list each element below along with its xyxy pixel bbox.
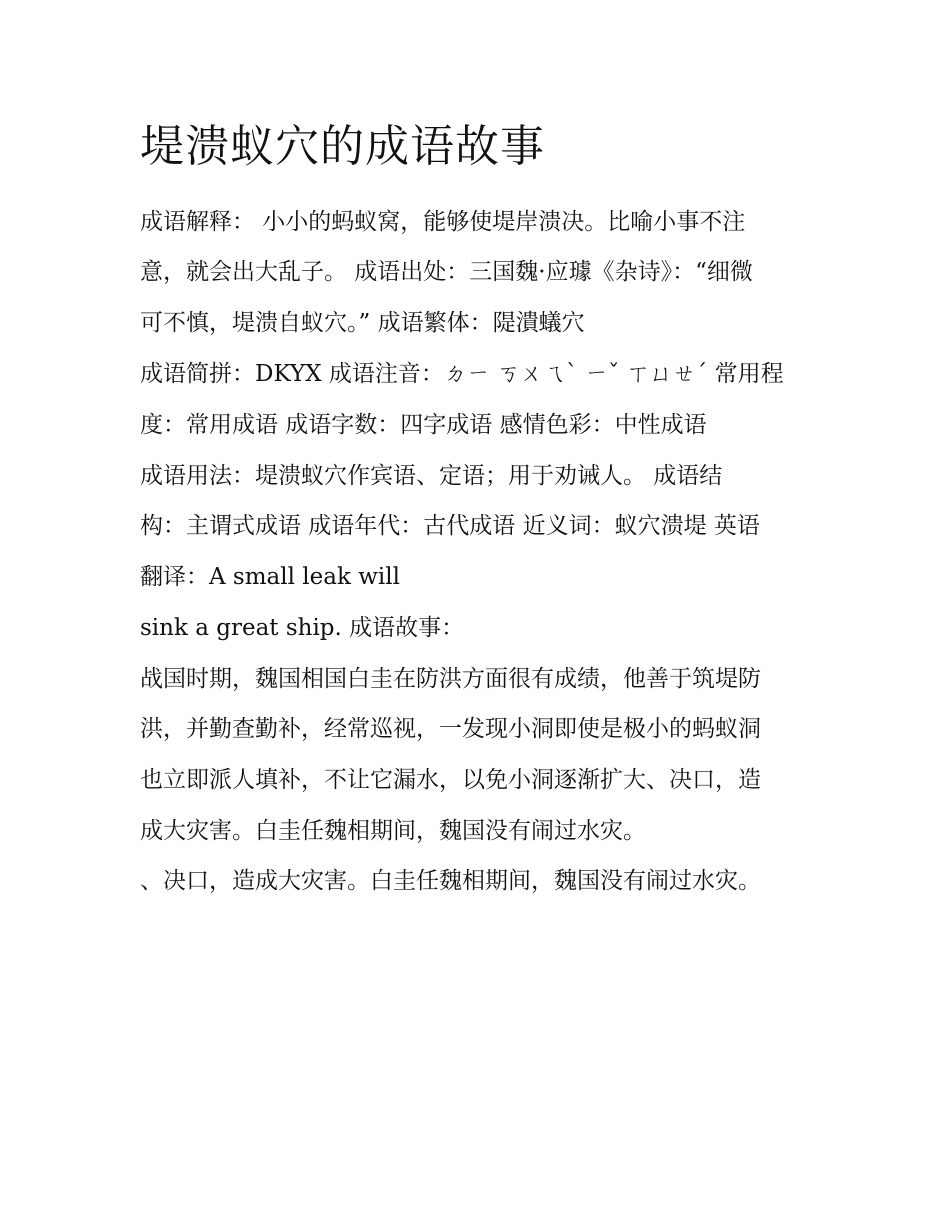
text-line: 度：常用成语 成语字数：四字成语 感情色彩：中性成语 (140, 412, 707, 438)
text-line: 构：主谓式成语 成语年代：古代成语 近义词：蚁穴溃堤 英语 (140, 513, 760, 539)
text-line: 成大灾害。白圭任魏相期间，魏国没有闹过水灾。 (140, 818, 646, 844)
text-line: 意，就会出大乱子。 成语出处：三国魏·应璩《杂诗》：“细微 (140, 259, 753, 285)
text-line: 可不慎，堤溃自蚁穴。” 成语繁体：隄潰蟻穴 (140, 310, 585, 336)
text-line: sink a great ship. 成语故事： (140, 615, 465, 641)
text-line: 也立即派人填补，不让它漏水，以免小洞逐渐扩大、决口，造 (140, 767, 761, 793)
text-line: 翻译：A small leak will (140, 564, 400, 590)
text-line: 成语简拼：DKYX 成语注音：ㄉㄧ ㄎㄨㄟˋ ㄧˇ ㄒㄩㄝˊ 常用程 (140, 361, 784, 387)
page-title: 堤溃蚁穴的成语故事 (140, 121, 545, 172)
text-line: 、决口，造成大灾害。白圭任魏相期间，魏国没有闹过水灾。 (140, 868, 761, 894)
text-line: 成语用法：堤溃蚁穴作宾语、定语；用于劝诫人。 成语结 (140, 463, 723, 489)
text-line: 战国时期，魏国相国白圭在防洪方面很有成绩，他善于筑堤防 (140, 666, 761, 692)
text-line: 成语解释： 小小的蚂蚁窝，能够使堤岸溃决。比喻小事不注 (140, 209, 746, 235)
text-line: 洪，并勤查勤补，经常巡视，一发现小洞即使是极小的蚂蚁洞 (140, 716, 761, 742)
